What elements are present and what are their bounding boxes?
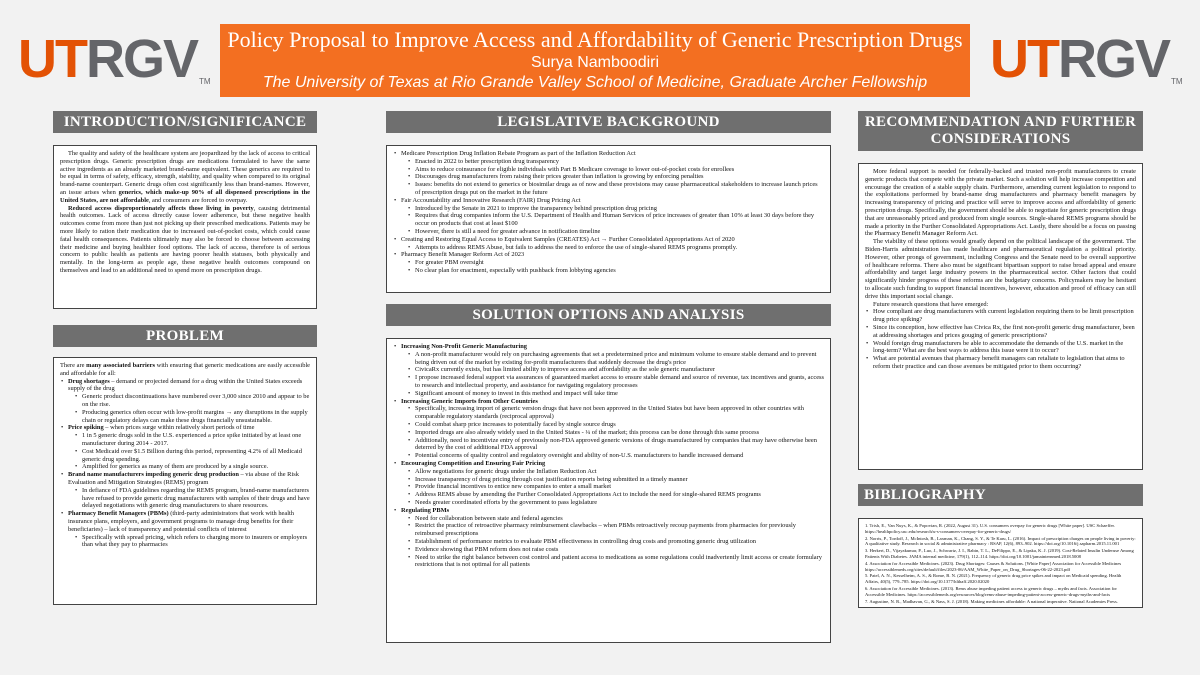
solution-item: • Increasing Non-Profit Generic Manufacturing • A non-profit manufacturer would rely on purchasing agreements that set a predetermined price and minimum volume to ensure stable demand and to prevent being driven out of the market by existing for-profit manufacturers that suddenly decrease the drug's price • CivicaRx currently exists, but has limited ability to improve access and affordability as the sole generic manufacturer • I propose increased federal support via assurances of guaranteed market access to ensure stable demand and source of revenue, tax incentives and grants, access to research and intellectual property, and assistance for navigating regulatory processes • Significant amount of money to invest in this method and impact will take time <box>393 343 824 398</box>
solution-subitem: • Significant amount of money to invest in this method and impact will take time <box>407 390 824 398</box>
research-questions-list <box>865 308 1136 370</box>
legislative-subitem: • Discourages drug manufacturers from raising their prices greater than inflation is growing by enforcing penalties <box>407 173 824 181</box>
bibliography-entry: 3. Herkert, D., Vijayakumar, P., Luo, J., Schwartz, J. I., Rabin, T. L., DeFilippo, E., & Lipska, K. J. (2019). Cost-Related Insulin Underuse Among Patients With Diabetes. JAMA internal medicine, 179(1), 112–114. https://doi.org/10.1001/jamainternmed.2018.5008 <box>865 548 1134 559</box>
solution-subitem: • Need to strike the right balance between cost control and patient access to medications as some regulations could inadvertently limit access or create formulary restrictions that is not optimal for all patients <box>407 554 824 570</box>
bibliography-entry: 7. Augustine, N. R., Madhavan, G., & Nass, S. J. (2018). Making medicines affordable: A national imperative. National Academies Press. <box>865 598 1118 604</box>
legislative-subitem: • Issues: benefits do not extend to generics or biosimilar drugs as of now and these provisions may cause pharmaceutical stakeholders to increase launch prices of prescription drugs put on the market in the future <box>407 181 824 197</box>
problem-intro: There are many associated barriers with ensuring that generic medications are easily accessible and affordable for all: <box>60 362 310 377</box>
problem-subitem: • Cost Medicaid over $1.5 Billion during this period, representing 4.2% of all Medicaid generic drug spending. <box>74 448 310 464</box>
legislative-subitem: • Attempts to address REMS Abuse, but fails to address the need to enforce the use of single-shared REMS programs promptly. <box>407 244 824 252</box>
legislative-subitem: • For greater PBM oversight <box>407 259 824 267</box>
intro-heading: INTRODUCTION/SIGNIFICANCE <box>53 111 317 133</box>
problem-sublist <box>74 393 310 424</box>
research-question: • Would foreign drug manufacturers be able to accommodate the demands of the U.S. market in the long-term? What are the best ways to address this issue were it to occur? <box>865 340 1136 356</box>
solution-subitem: • Could combat sharp price increases to potentially faced by single source drugs <box>407 421 824 429</box>
legislative-subitem: • Introduced by the Senate in 2021 to improve the transparency behind prescription drug pricing <box>407 205 824 213</box>
solutions-body <box>386 338 831 643</box>
legislative-body <box>386 145 831 293</box>
bibliography-entry: 2. Norris, P., Tordoff, J., McIntosh, B., Laxman, K., Chang, S. Y., & Te Karu, L. (2016). Impact of prescription charges on people living in poverty: A qualitative study. Research in social & administrative pharmacy : RSAP, 12(6), 893–902. https://doi.org/10.1016/j.sapharm.2015.11.001 <box>865 535 1136 547</box>
solution-subitem: • Evidence showing that PBM reform does not raise costs <box>407 546 824 554</box>
poster-affiliation: The University of Texas at Rio Grande Valley School of Medicine, Graduate Archer Fellowship <box>262 74 928 91</box>
problem-item: • Brand name manufacturers impeding generic drug production – via abuse of the Risk Evaluation and Mitigation Strategies (REMS) program • In defiance of FDA guidelines regarding the REMS program, brand-name manufacturers have refused to provide generic drug manufacturers with samples of their drugs and have delayed negotiations with generic drug manufacturers to share resources. <box>60 471 310 510</box>
problem-heading: PROBLEM <box>53 325 317 347</box>
bibliography-entry: 5. Patel, A. N., Kesselheim, A. S., & Rome, B. N. (2021). Frequency of generic drug price spikes and impact on Medicaid spending. Health Affairs, 40(5), 779–785. https://doi.org/10.1377/hlthaff.2020.02020 <box>865 573 1122 585</box>
problem-subitem: • Specifically with spread pricing, which refers to charging more to insurers or employers than what they pay to pharmacies <box>74 534 310 550</box>
bibliography-entry: 4. Association for Accessible Medicines. (2023). Drug Shortages: Causes & Solutions. [White Paper] Association for Accessible Medicines https://accessiblemeds.org/sites/default/files/2023-06/AAM_White_Paper_on_Drug_Shortages-06-22-2023.pdf <box>865 560 1122 572</box>
solution-subitem: • Need for collaboration between state and federal agencies <box>407 515 824 523</box>
legislative-sublist <box>407 244 824 252</box>
bibliography-entry: 6. Association for Accessible Medicines. (2013). Rems abuse impeding patient access to generic drugs – myths and facts. Association for Accessible Medicines. https://accessiblemeds.org/resources/blog/rems-abuse-impeding-patient-access-generic-drugs-myths-and-facts <box>865 585 1117 597</box>
legislative-subitem: • Enacted in 2022 to better prescription drug transparency <box>407 158 824 166</box>
intro-paragraph-1: The quality and safety of the healthcare system are jeopardized by the lack of access to critical prescription drugs. Generic prescription drugs are medications formulated to have the same active ingredients as an already marketed brand-name equivalent. These generics are required to be equal in terms of safety, efficacy, strength, stability, and quality when compared to its original brand-name counterpart. Generic drugs often cost significantly less than brand-names. However, an issue arises when generics, which make-up 90% of all dispensed prescriptions in the United States, are not affordable, and consumers are forced to overpay. <box>60 150 310 204</box>
bibliography-entry: 1. Trish, E., Van Nuys, K., & Popovian, R. (2022, August 31). U.S. consumers overpay for generic drugs [White paper]. USC Schaeffer. https://healthpolicy.usc.edu/research/u-s-consumers-overpay-for-generic-drugs/ <box>865 523 1115 534</box>
solution-item: • Regulating PBMs • Need for collaboration between state and federal agencies • Restrict the practice of retroactive pharmacy reimbursement clawbacks – when PBMs retroactively recoup payments from pharmacies for previously reimbursed prescriptions • Establishment of performance metrics to evaluate PBM effectiveness in controlling drug costs and promoting generic drug utilization • Evidence showing that PBM reform does not raise costs • Need to strike the right balance between cost control and patient access to medications as some regulations could inadvertently limit access or create formulary restrictions that is not optimal for all patients <box>393 507 824 569</box>
solution-subitem: • Establishment of performance metrics to evaluate PBM effectiveness in controlling drug costs and promoting generic drug utilization <box>407 538 824 546</box>
solution-subitem: • Imported drugs are also already widely used in the United States - ¼ of the market; this process can be done through this same process <box>407 429 824 437</box>
solution-subitem: • Additionally, need to incentivize entry of previously non-FDA approved generic versions of drugs manufactured by companies that may have otherwise been deterred by the cost of additional FDA approval <box>407 437 824 453</box>
legislative-item: • Medicare Prescription Drug Inflation Rebate Program as part of the Inflation Reduction Act • Enacted in 2022 to better prescription drug transparency • Aims to reduce coinsurance for eligible individuals with Part B Medicare coverage to lower out-of-pocket costs for enrollees • Discourages drug manufacturers from raising their prices greater than inflation is growing by enforcing penalties • Issues: benefits do not extend to generics or biosimilar drugs as of now and these provisions may cause pharmaceutical stakeholders to increase launch prices of prescription drugs put on the market in the future <box>393 150 824 197</box>
solution-sublist <box>407 468 824 507</box>
intro-body <box>53 145 317 309</box>
research-question: • How compliant are drug manufacturers with current legislation requiring them to be limit prescription drug price spiking? <box>865 308 1136 324</box>
legislative-subitem: • Requires that drug companies inform the U.S. Department of Health and Human Services of price increases of greater than 10% at least 30 days before they occur on products that cost at least $100 <box>407 212 824 228</box>
solution-subitem: • Allow negotiations for generic drugs under the Inflation Reduction Act <box>407 468 824 476</box>
problem-subitem: • 1 in 5 generic drugs sold in the U.S. experienced a price spike initiated by at least one manufacturer during 2014 - 2017. <box>74 432 310 448</box>
problem-sublist <box>74 487 310 510</box>
solution-subitem: • Provide financial incentives to entice new companies to enter a small market <box>407 483 824 491</box>
legislative-heading: LEGISLATIVE BACKGROUND <box>386 111 831 133</box>
recommendation-heading: RECOMMENDATION AND FURTHER CONSIDERATIONS <box>858 111 1143 151</box>
solution-sublist <box>407 405 824 460</box>
problem-body <box>53 357 317 605</box>
legislative-item: • Pharmacy Benefit Manager Reform Act of 2023 • For greater PBM oversight • No clear plan for enactment, especially with pushback from lobbying agencies <box>393 251 824 274</box>
solution-sublist <box>407 351 824 398</box>
problem-item: • Pharmacy Benefit Managers (PBMs) (third-party administrators that work with health insurance plans, employers, and government programs to manage drug benefits for their beneficiaries) – lack of transparency and potential conflicts of interest • Specifically with spread pricing, which refers to charging more to insurers or employers than what they pay to pharmacies <box>60 510 310 549</box>
solution-subitem: • Needs greater coordinated efforts by the government to pass legislature <box>407 499 824 507</box>
legislative-item: • Fair Accountability and Innovative Research (FAIR) Drug Pricing Act • Introduced by the Senate in 2021 to improve the transparency behind prescription drug pricing • Requires that drug companies inform the U.S. Department of Health and Human Services of price increases of greater than 10% at least 30 days before they occur on products that cost at least $100 • However, there is still a need for greater advance in notification timeline <box>393 197 824 236</box>
solution-subitem: • Specifically, increasing import of generic version drugs that have not been approved in the United States but have been approved in other countries with comparable regulatory standards (reciprocal approval) <box>407 405 824 421</box>
legislative-sublist <box>407 259 824 275</box>
solution-subitem: • Potential concerns of quality control and regulatory oversight and ability of non-U.S. manufacturers to handle increased demand <box>407 452 824 460</box>
utrgv-logo-right: UTRGV TM <box>990 29 1183 89</box>
problem-item: • Drug shortages – demand or projected demand for a drug within the United States exceeds supply of the drug • Generic product discontinuations have numbered over 3,000 since 2010 and appear to be on the rise. • Producing generics often occur with low-profit margins → any disruptions in the supply chain or regulatory delays can make these drugs financially unsustainable. <box>60 378 310 425</box>
problem-subitem: • Producing generics often occur with low-profit margins → any disruptions in the supply chain or regulatory delays can make these drugs financially unsustainable. <box>74 409 310 425</box>
poster-title: Policy Proposal to Improve Access and Affordability of Generic Prescription Drugs <box>227 27 963 52</box>
legislative-subitem: • No clear plan for enactment, especially with pushback from lobbying agencies <box>407 267 824 275</box>
utrgv-logo-left: UTRGV TM <box>18 29 211 89</box>
title-banner <box>220 24 970 97</box>
solution-item: • Increasing Generic Imports from Other Countries • Specifically, increasing import of generic version drugs that have not been approved in the United States but have been approved in other countries with comparable regulatory standards (reciprocal approval) • Could combat sharp price increases to potentially faced by single source drugs • Imported drugs are also already widely used in the United States - ¼ of the market; this process can be done through this same process • Additionally, need to incentivize entry of previously non-FDA approved generic versions of drugs manufactured by companies that may have otherwise been deterred by the cost of additional FDA approval • Potential concerns of quality control and regulatory oversight and ability of non-U.S. manufacturers to handle increased demand <box>393 398 824 460</box>
bibliography-heading: BIBLIOGRAPHY <box>858 484 1143 506</box>
bibliography-list <box>865 523 1136 604</box>
solutions-list <box>393 343 824 569</box>
legislative-item: • Creating and Restoring Equal Access to Equivalent Samples (CREATES) Act → Further Consolidated Appropriations Act of 2020 • Attempts to address REMS Abuse, but fails to address the need to enforce the use of single-shared REMS programs promptly. <box>393 236 824 252</box>
legislative-sublist <box>407 205 824 236</box>
recommendation-paragraph-1: More federal support is needed for federally-backed and trusted non-profit manufacturers to create generic products that compete with the private market. Such a solution will help increase competition and encourage the creation of a stable supply chain. Furthermore, amending current legislation to respond to the exploitations performed by brand-name drug manufacturers and pharmacy benefit managers by increasing transparency of pricing and practice will serve to improve access and affordability of generic prescription drugs. Specifically, the government should be able to negotiate for generic prescription drugs that are unreasonably priced and produced from single sources. Single-shared REMS programs should be made a priority in the Further Consolidated Appropriations Act. Lastly, there should be a focus on passing the Pharmacy Benefit Manager Reform Act. <box>865 168 1136 238</box>
solution-subitem: • Increase transparency of drug pricing through cost justification reports being submitted in a timely manner <box>407 476 824 484</box>
research-question: • Since its conception, how effective has Civica Rx, the first non-profit generic drug manufacturer, been at addressing shortages and prices gouging of generic prescriptions? <box>865 324 1136 340</box>
recommendation-body <box>858 163 1143 470</box>
recommendation-paragraph-3: Future research questions that have emerged: <box>873 300 989 308</box>
solution-item: • Encouraging Competition and Ensuring Fair Pricing • Allow negotiations for generic drugs under the Inflation Reduction Act • Increase transparency of drug pricing through cost justification reports being submitted in a timely manner • Provide financial incentives to entice new companies to enter a small market • Address REMS abuse by amending the Further Consolidated Appropriations Act to include the need for single-shared REMS programs • Needs greater coordinated efforts by the government to pass legislature <box>393 460 824 507</box>
solution-subitem: • Address REMS abuse by amending the Further Consolidated Appropriations Act to include the need for single-shared REMS programs <box>407 491 824 499</box>
solution-subitem: • Restrict the practice of retroactive pharmacy reimbursement clawbacks – when PBMs retroactively recoup payments from pharmacies for previously reimbursed prescriptions <box>407 522 824 538</box>
recommendation-paragraph-2: The viability of these options would greatly depend on the political landscape of the government. The Biden-Harris administration has made healthcare and pharmaceutical regulation a political priority. However, other prongs of government, including Congress and the Senate need to be overall supportive of healthcare reforms. There also must be significant bipartisan support to raise broad appeal and ensure affordability and target large industry powers in the pharmaceutical sector. Other factors that could significantly hinder progress of these reforms are the budgetary concerns. Policymakers may be hesitant to allocate such funding to support financial incentives, however, education and proof of efficacy can still drive this important social change. <box>865 238 1136 300</box>
legislative-subitem: • However, there is still a need for greater advance in notification timeline <box>407 228 824 236</box>
problem-sublist <box>74 534 310 550</box>
poster-author: Surya Namboodiri <box>530 54 660 71</box>
legislative-subitem: • Aims to reduce coinsurance for eligible individuals with Part B Medicare coverage to lower out-of-pocket costs for enrollees <box>407 166 824 174</box>
solutions-heading: SOLUTION OPTIONS AND ANALYSIS <box>386 304 831 326</box>
problem-subitem: • Generic product discontinuations have numbered over 3,000 since 2010 and appear to be on the rise. <box>74 393 310 409</box>
problem-item: • Price spiking – when prices surge within relatively short periods of time • 1 in 5 generic drugs sold in the U.S. experienced a price spike initiated by at least one manufacturer during 2014 - 2017. • Cost Medicaid over $1.5 Billion during this period, representing 4.2% of all Medicaid generic drug spending. • Amplified for generics as many of them are produced by a single source. <box>60 424 310 471</box>
intro-paragraph-2: Reduced access disproportionately affects those living in poverty, causing detrimental health outcomes. Lack of access directly cause lower adherence, but these negative health outcomes come from more than just not picking up their prescribed medications. Patients may be more likely to ration their medication due to increased out-of-pocket costs, which could cause fatal health consequences. Patients ultimately may also be forced to choose between accessing their medicine and buying healthier food options. The lack of access, therefore is of serious concern to public health as patients are having poorer health statuses, both physically and mentally. In the long-term as people age, these negative health outcomes compound on themselves and lead to an additional need to spend more on prescription drugs. <box>60 204 310 274</box>
problem-sublist <box>74 432 310 471</box>
solution-subitem: • A non-profit manufacturer would rely on purchasing agreements that set a predetermined price and minimum volume to ensure stable demand and to prevent being driven out of the market by existing for-profit manufacturers that suddenly decrease the drug's price <box>407 351 824 367</box>
legislative-sublist <box>407 158 824 197</box>
bibliography-body <box>858 518 1143 608</box>
research-question: • What are potential avenues that pharmacy benefit managers can retaliate to legislation that aims to reform their practice and can those avenues be mitigated prior to them occurring? <box>865 355 1136 371</box>
problem-list <box>60 378 310 550</box>
solution-sublist <box>407 515 824 570</box>
solution-subitem: • I propose increased federal support via assurances of guaranteed market access to ensure stable demand and source of revenue, tax incentives and grants, access to research and intellectual property, and assistance for navigating regulatory processes <box>407 374 824 390</box>
problem-subitem: • Amplified for generics as many of them are produced by a single source. <box>74 463 310 471</box>
solution-subitem: • CivicaRx currently exists, but has limited ability to improve access and affordability as the sole generic manufacturer <box>407 366 824 374</box>
legislative-list <box>393 150 824 275</box>
problem-subitem: • In defiance of FDA guidelines regarding the REMS program, brand-name manufacturers have refused to provide generic drug manufacturers with samples of their drugs and have delayed negotiations with generic drug manufacturers to share resources. <box>74 487 310 510</box>
